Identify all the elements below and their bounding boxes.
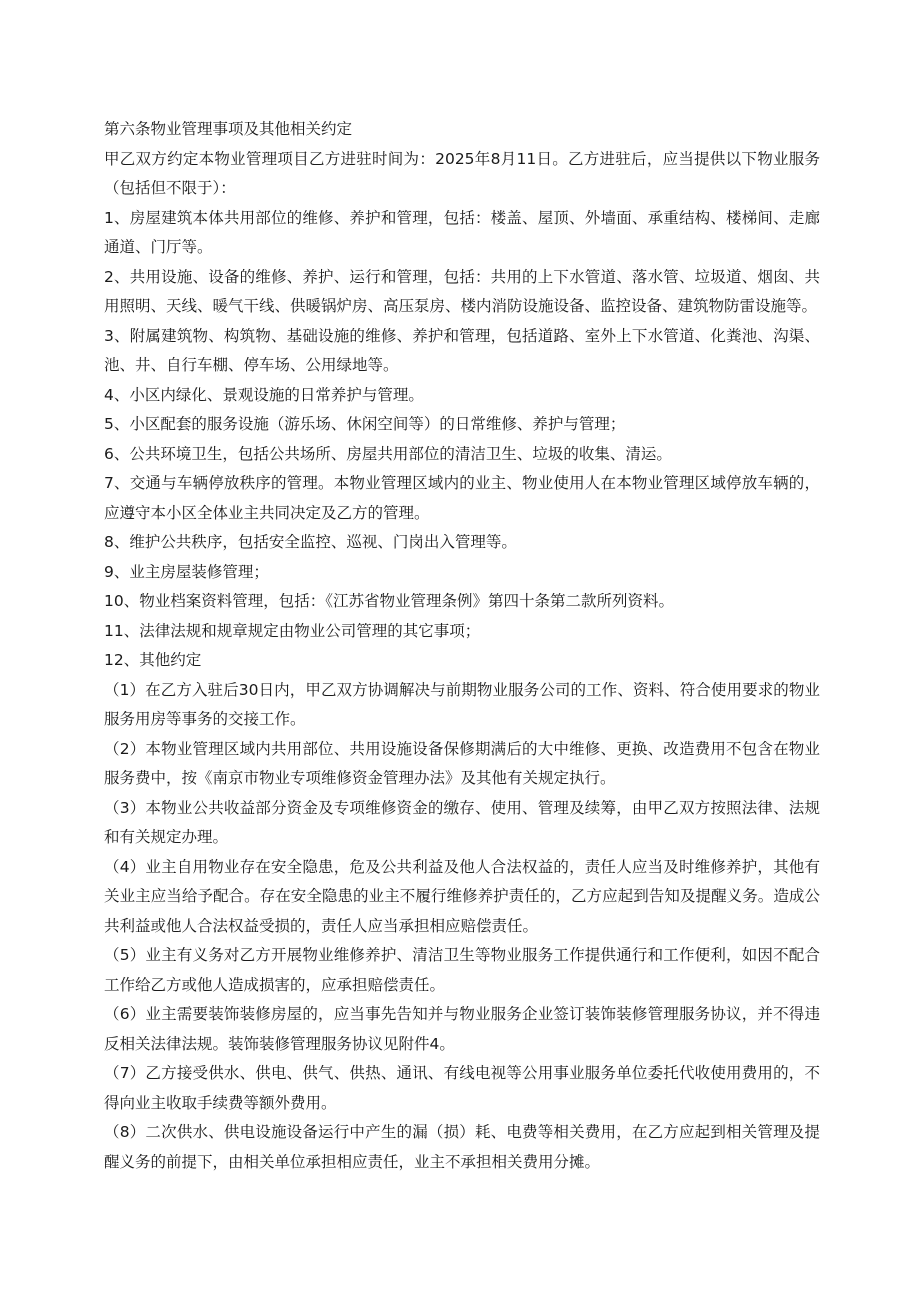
sub-item-1: （1）在乙方入驻后30日内，甲乙双方协调解决与前期物业服务公司的工作、资料、符合使用要求的物业服务用房等事务的交接工作。 [104, 680, 820, 728]
sub-item-2: （2）本物业管理区域内共用部位、共用设施设备保修期满后的大中维修、更换、改造费用不包含在物业服务费中，按《南京市物业专项维修资金管理办法》及其他有关规定执行。 [104, 739, 820, 787]
item-12: 12、其他约定 [104, 651, 202, 669]
sub-item-5: （5）业主有义务对乙方开展物业维修养护、清洁卫生等物业服务工作提供通行和工作便利，如因不配合工作给乙方或他人造成损害的，应承担赔偿责任。 [104, 946, 820, 994]
item-2: 2、共用设施、设备的维修、养护、运行和管理，包括：共用的上下水管道、落水管、垃圾道、烟囱、共用照明、天线、暖气干线、供暖锅炉房、高压泵房、楼内消防设施设备、监控设备、建筑物防雷设施等。 [104, 267, 820, 315]
item-8: 8、维护公共秩序，包括安全监控、巡视、门岗出入管理等。 [104, 533, 517, 551]
intro-paragraph: 甲乙双方约定本物业管理项目乙方进驻时间为：2025年8月11日。乙方进驻后，应当提供以下物业服务（包括但不限于）： [104, 149, 820, 197]
sub-item-8: （8）二次供水、供电设施设备运行中产生的漏（损）耗、电费等相关费用，在乙方应起到相关管理及提醒义务的前提下，由相关单位承担相应责任，业主不承担相关费用分摊。 [104, 1123, 820, 1171]
section-heading: 第六条物业管理事项及其他相关约定 [104, 120, 353, 138]
sub-item-6: （6）业主需要装饰装修房屋的，应当事先告知并与物业服务企业签订装饰装修管理服务协议，并不得违反相关法律法规。装饰装修管理服务协议见附件4。 [104, 1005, 820, 1053]
item-3: 3、附属建筑物、构筑物、基础设施的维修、养护和管理，包括道路、室外上下水管道、化粪池、沟渠、池、井、自行车棚、停车场、公用绿地等。 [104, 326, 820, 374]
item-9: 9、业主房屋装修管理； [104, 562, 269, 581]
item-5: 5、小区配套的服务设施（游乐场、休闲空间等）的日常维修、养护与管理； [104, 415, 626, 433]
item-7: 7、交通与车辆停放秩序的管理。本物业管理区域内的业主、物业使用人在本物业管理区域停放车辆的，应遵守本小区全体业主共同决定及乙方的管理。 [104, 474, 820, 522]
item-11: 11、法律法规和规章规定由物业公司管理的其它事项； [104, 621, 481, 640]
item-10: 10、物业档案资料管理，包括：《江苏省物业管理条例》第四十条第二款所列资料。 [104, 592, 674, 610]
sub-item-7: （7）乙方接受供水、供电、供气、供热、通讯、有线电视等公用事业服务单位委托代收使用费用的，不得向业主收取手续费等额外费用。 [104, 1064, 820, 1112]
document-page [104, 115, 820, 1177]
item-1: 1、房屋建筑本体共用部位的维修、养护和管理，包括：楼盖、屋顶、外墙面、承重结构、楼梯间、走廊通道、门厅等。 [104, 208, 820, 256]
item-4: 4、小区内绿化、景观设施的日常养护与管理。 [104, 385, 424, 404]
sub-item-3: （3）本物业公共收益部分资金及专项维修资金的缴存、使用、管理及续筹，由甲乙双方按照法律、法规和有关规定办理。 [104, 798, 820, 846]
item-6: 6、公共环境卫生，包括公共场所、房屋共用部位的清洁卫生、垃圾的收集、清运。 [104, 444, 672, 463]
sub-item-4: （4）业主自用物业存在安全隐患，危及公共利益及他人合法权益的，责任人应当及时维修养护，其他有关业主应当给予配合。存在安全隐患的业主不履行维修养护责任的，乙方应起到告知及提醒义务。造成公共利益或他人合法权益受损的，责任人应当承担相应赔偿责任。 [104, 857, 820, 935]
